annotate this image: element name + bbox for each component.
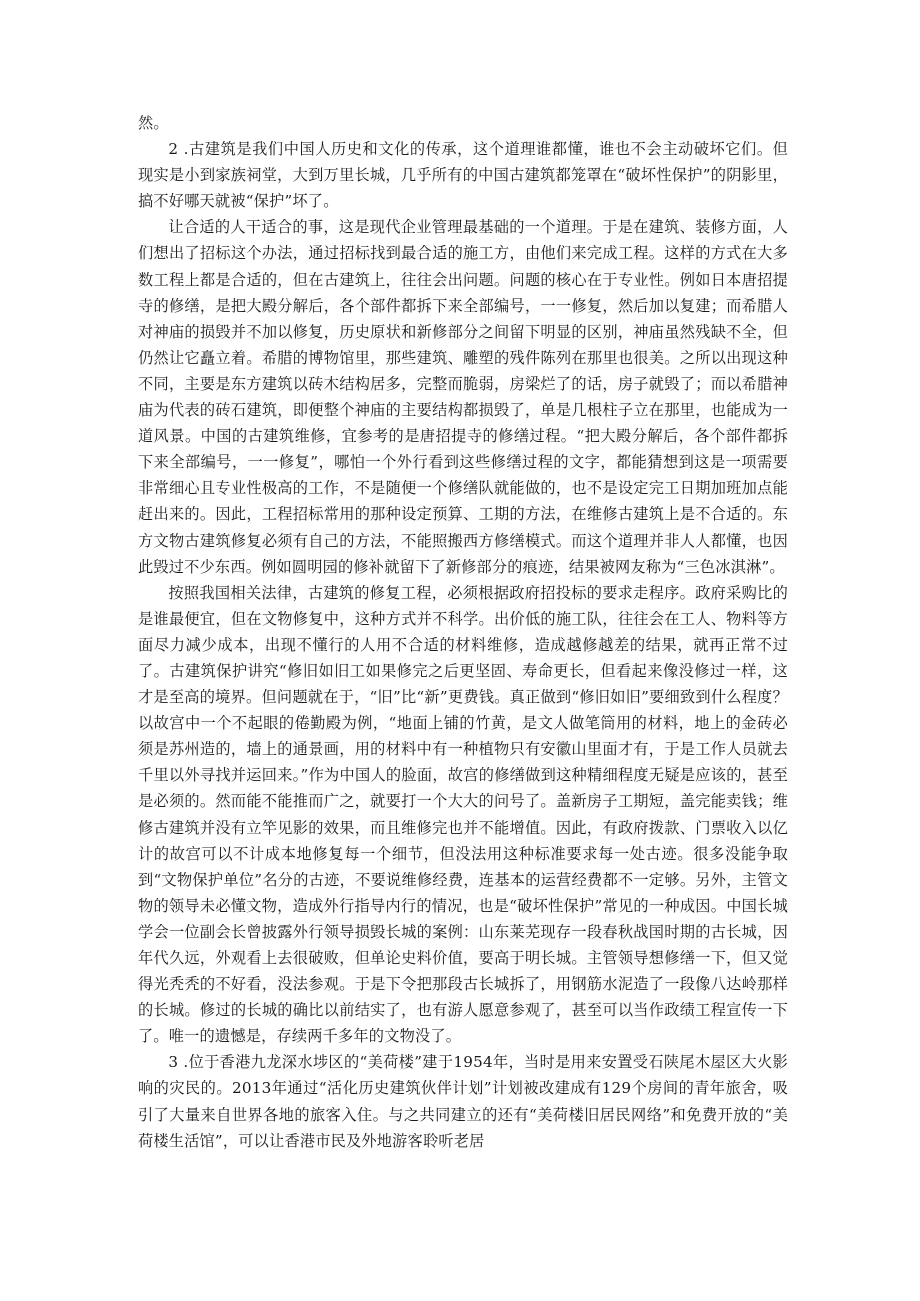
paragraph-continuation: 然。 — [138, 114, 169, 132]
document-page — [138, 110, 788, 1154]
paragraph-bidding-law: 按照我国相关法律，古建筑的修复工程，必须根据政府招投标的要求走程序。政府采购比的是谁最便宜，但在文物修复中，这种方式并不科学。出价低的施工队，往往会在工人、物料等方面尽力减少成本，出现不懂行的人用不合适的材料维修，造成越修越差的结果，就再正常不过了。古建筑保护讲究“修旧如旧工如果修完之后更坚固、寿命更长，但看起来像没修过一样，这才是至高的境界。但问题就在于，“旧”比“新”更费钱。真正做到“修旧如旧”要细致到什么程度？以故宫中一个不起眼的倦勤殿为例，“地面上铺的竹黄，是文人做笔筒用的材料，地上的金砖必须是苏州造的，墙上的通景画，用的材料中有一种植物只有安徽山里面才有，于是工作人员就去千里以外寻找并运回来。”作为中国人的脸面，故宫的修缮做到这种精细程度无疑是应该的，甚至是必须的。然而能不能推而广之，就要打一个大大的问号了。盖新房子工期短，盖完能卖钱；维修古建筑并没有立竿见影的效果，而且维修完也并不能增值。因此，有政府拨款、门票收入以亿计的故宫可以不计成本地修复每一个细节，但没法用这种标准要求每一处古迹。很多没能争取到“文物保护单位”名分的古迹，不要说维修经费，连基本的运营经费都不一定够。另外，主管文物的领导未必懂文物，造成外行指导内行的情况，也是“破坏性保护”常见的一种成因。中国长城学会一位副会长曾披露外行领导损毁长城的案例：山东莱芜现存一段春秋战国时期的古长城，因年代久远，外观看上去很破败，但单论史料价值，要高于明长城。主管领导想修缮一下，但又觉得光秃秃的不好看，没法参观。于是下令把那段古长城拆了，用钢筋水泥造了一段像八达岭那样的长城。修过的长城的确比以前结实了，也有游人愿意参观了，甚至可以当作政绩工程宣传一下了。唯一的遗憾是，存续两千多年的文物没了。 — [138, 583, 788, 1046]
paragraph-point-3: 3 .位于香港九龙深水埗区的“美荷楼”建于1954年，当时是用来安置受石陕尾木屋区大火影响的灾民的。2013年通过“活化历史建筑伙伴计划”计划被改建成有129个房间的青年旅舍，吸引了大量来自世界各地的旅客入住。与之共同建立的还有“美荷楼旧居民网络”和免费开放的“美荷楼生活馆”，可以让香港市民及外地游客聆听老居 — [138, 1053, 788, 1150]
paragraph-point-2: 2 .古建筑是我们中国人历史和文化的传承，这个道理谁都懂，谁也不会主动破坏它们。但现实是小到家族祠堂，大到万里长城，几乎所有的中国古建筑都笼罩在“破坏性保护”的阴影里，搞不好哪天就被“保护”坏了。 — [138, 140, 788, 211]
paragraph-professionalism: 让合适的人干适合的事，这是现代企业管理最基础的一个道理。于是在建筑、装修方面，人们想出了招标这个办法，通过招标找到最合适的施工方，由他们来完成工程。这样的方式在大多数工程上都是合适的，但在古建筑上，往往会出问题。问题的核心在于专业性。例如日本唐招提寺的修缮，是把大殿分解后，各个部件都拆下来全部编号，一一修复，然后加以复建；而希腊人对神庙的损毁并不加以修复，历史原状和新修部分之间留下明显的区别，神庙虽然残缺不全，但仍然让它矗立着。希腊的博物馆里，那些建筑、雕塑的残件陈列在那里也很美。之所以出现这种不同，主要是东方建筑以砖木结构居多，完整而脆弱，房梁烂了的话，房子就毁了；而以希腊神庙为代表的砖石建筑，即便整个神庙的主要结构都损毁了，单是几根柱子立在那里，也能成为一道风景。中国的古建筑维修，宜参考的是唐招提寺的修缮过程。“把大殿分解后，各个部件都拆下来全部编号，一一修复”，哪怕一个外行看到这些修缮过程的文字，都能猜想到这是一项需要非常细心且专业性极高的工作，不是随便一个修缮队就能做的，也不是设定完工日期加班加点能赶出来的。因此，工程招标常用的那种设定预算、工期的方法，在维修古建筑上是不合适的。东方文物古建筑修复必须有自己的方法，不能照搬西方修缮模式。而这个道理并非人人都懂，也因此毁过不少东西。例如圆明园的修补就留下了新修部分的痕迹，结果被网友称为“三色冰淇淋”。 — [138, 218, 788, 576]
